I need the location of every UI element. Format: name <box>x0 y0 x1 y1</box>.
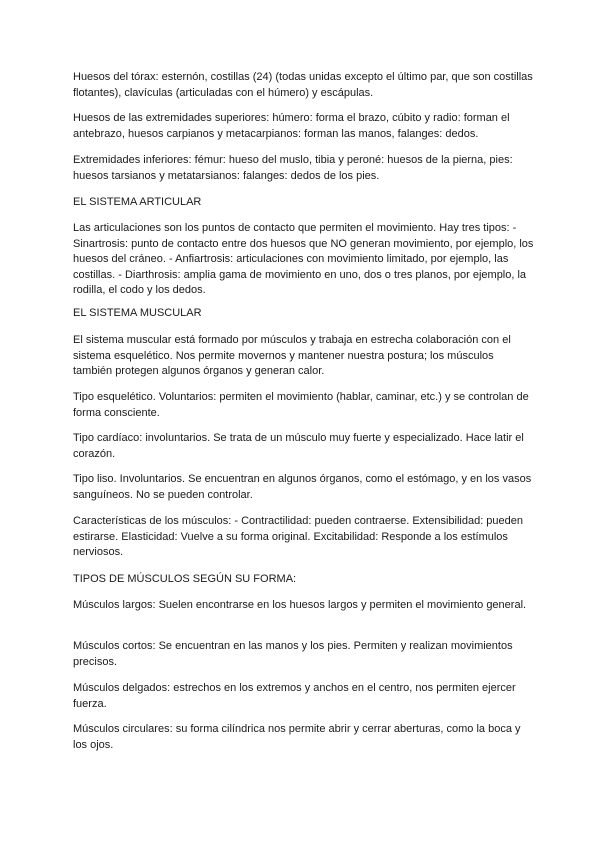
section-heading-tipos-forma: TIPOS DE MÚSCULOS SEGÚN SU FORMA: <box>73 573 297 585</box>
paragraph-tipo-cardiaco: Tipo cardíaco: involuntarios. Se trata de un músculo muy fuerte y especializado. Hace latir el corazón. <box>73 432 524 460</box>
paragraph-musculos-largos: Músculos largos: Suelen encontrarse en los huesos largos y permiten el movimiento general. <box>73 599 527 611</box>
paragraph-extremidades-superiores: Huesos de las extremidades superiores: húmero: forma el brazo, cúbito y radio: forman el antebrazo, huesos carpianos y metacarpianos: forman las manos, falanges: dedos. <box>73 112 510 140</box>
paragraph-tipo-liso: Tipo liso. Involuntarios. Se encuentran en algunos órganos, como el estómago, y en los vasos sanguíneos. No se pueden controlar. <box>73 473 532 501</box>
paragraph-caracteristicas: Características de los músculos: - Contractilidad: pueden contraerse. Extensibilidad: pueden estirarse. Elasticidad: Vuelve a su forma original. Excitabilidad: Responde a los estímulos nerviosos. <box>73 515 524 558</box>
section-heading-muscular: EL SISTEMA MUSCULAR <box>73 307 202 319</box>
paragraph-musculos-delgados: Músculos delgados: estrechos en los extremos y anchos en el centro, nos permiten ejercer fuerza. <box>73 682 516 710</box>
paragraph-extremidades-inferiores: Extremidades inferiores: fémur: hueso del muslo, tibia y peroné: huesos de la pierna, pies: huesos tarsianos y metatarsianos: falanges: dedos de los pies. <box>73 154 513 182</box>
paragraph-sistema-muscular: El sistema muscular está formado por músculos y trabaja en estrecha colaboración con el sistema esquelético. Nos permite movernos y mantener nuestra postura; los músculos también protegen algunos órganos y generan calor. <box>73 334 511 377</box>
paragraph-torax: Huesos del tórax: esternón, costillas (24) (todas unidas excepto el último par, que son costillas flotantes), clavículas (articuladas con el húmero) y escápulas. <box>73 71 533 99</box>
paragraph-musculos-circulares: Músculos circulares: su forma cilíndrica nos permite abrir y cerrar aberturas, como la boca y los ojos. <box>73 723 521 751</box>
paragraph-tipo-esqueletico: Tipo esquelético. Voluntarios: permiten el movimiento (hablar, caminar, etc.) y se controlan de forma consciente. <box>73 391 529 419</box>
section-heading-articular: EL SISTEMA ARTICULAR <box>73 196 202 208</box>
paragraph-musculos-cortos: Músculos cortos: Se encuentran en las manos y los pies. Permiten y realizan movimientos precisos. <box>73 640 513 668</box>
paragraph-articulaciones: Las articulaciones son los puntos de contacto que permiten el movimiento. Hay tres tipos: - Sinartrosis: punto de contacto entre dos huesos que NO generan movimiento, por ejemplo, los huesos del cráneo. - Anfiartrosis: articulaciones con movimiento limitado, por ejemplo, las costillas. - Diarthrosis: amplia gama de movimiento en uno, dos o tres planos, por ejemplo, la rodilla, el codo y los dedos. <box>73 222 534 296</box>
